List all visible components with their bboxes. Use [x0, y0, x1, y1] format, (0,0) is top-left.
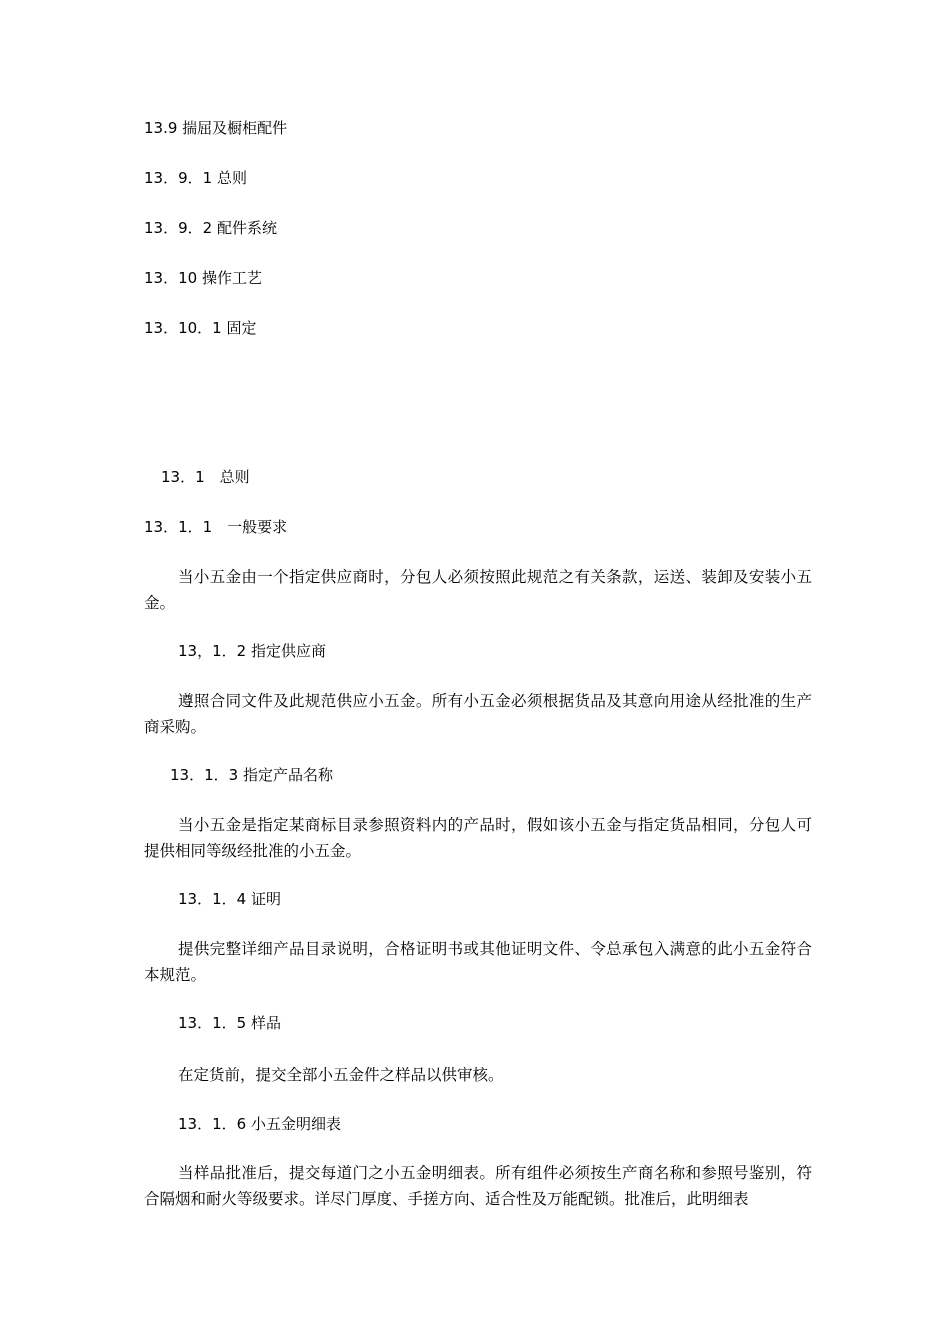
- toc-item: 13．10 操作工艺: [144, 269, 262, 287]
- paragraph: 当样品批准后，提交每道门之小五金明细表。所有组件必须按生产商名称和参照号鉴别，符合隔烟和耐火等级要求。详尽门厚度、手搓方向、适合性及万能配锁。批准后，此明细表: [144, 1164, 812, 1208]
- toc-item: 13．9．2 配件系统: [144, 219, 277, 237]
- toc-item: 13．9．1 总则: [144, 169, 247, 187]
- clause-heading: 13．1．5 样品: [178, 1014, 281, 1032]
- clause-heading: 13．1．6 小五金明细表: [178, 1115, 341, 1133]
- paragraph: 遵照合同文件及此规范供应小五金。所有小五金必须根据货品及其意向用途从经批准的生产商采购。: [144, 692, 812, 736]
- toc-item: 13.9 揣屈及橱柜配件: [144, 119, 288, 137]
- sub-heading: 13．1．1 一般要求: [144, 518, 288, 536]
- section-heading: 13．1 总则: [161, 468, 250, 486]
- clause-heading: 13，1．2 指定供应商: [178, 642, 326, 660]
- paragraph: 当小五金由一个指定供应商时，分包人必须按照此规范之有关条款，运送、装卸及安装小五金。: [144, 568, 812, 612]
- paragraph: 在定货前，提交全部小五金件之样品以供审核。: [178, 1066, 504, 1084]
- paragraph: 提供完整详细产品目录说明，合格证明书或其他证明文件、令总承包入满意的此小五金符合本规范。: [144, 940, 812, 984]
- toc-item: 13．10．1 固定: [144, 319, 257, 337]
- paragraph: 当小五金是指定某商标目录参照资料内的产品时，假如该小五金与指定货品相同，分包人可提供相同等级经批准的小五金。: [144, 816, 812, 860]
- clause-heading: 13．1．4 证明: [178, 890, 281, 908]
- clause-heading: 13．1．3 指定产品名称: [170, 766, 333, 784]
